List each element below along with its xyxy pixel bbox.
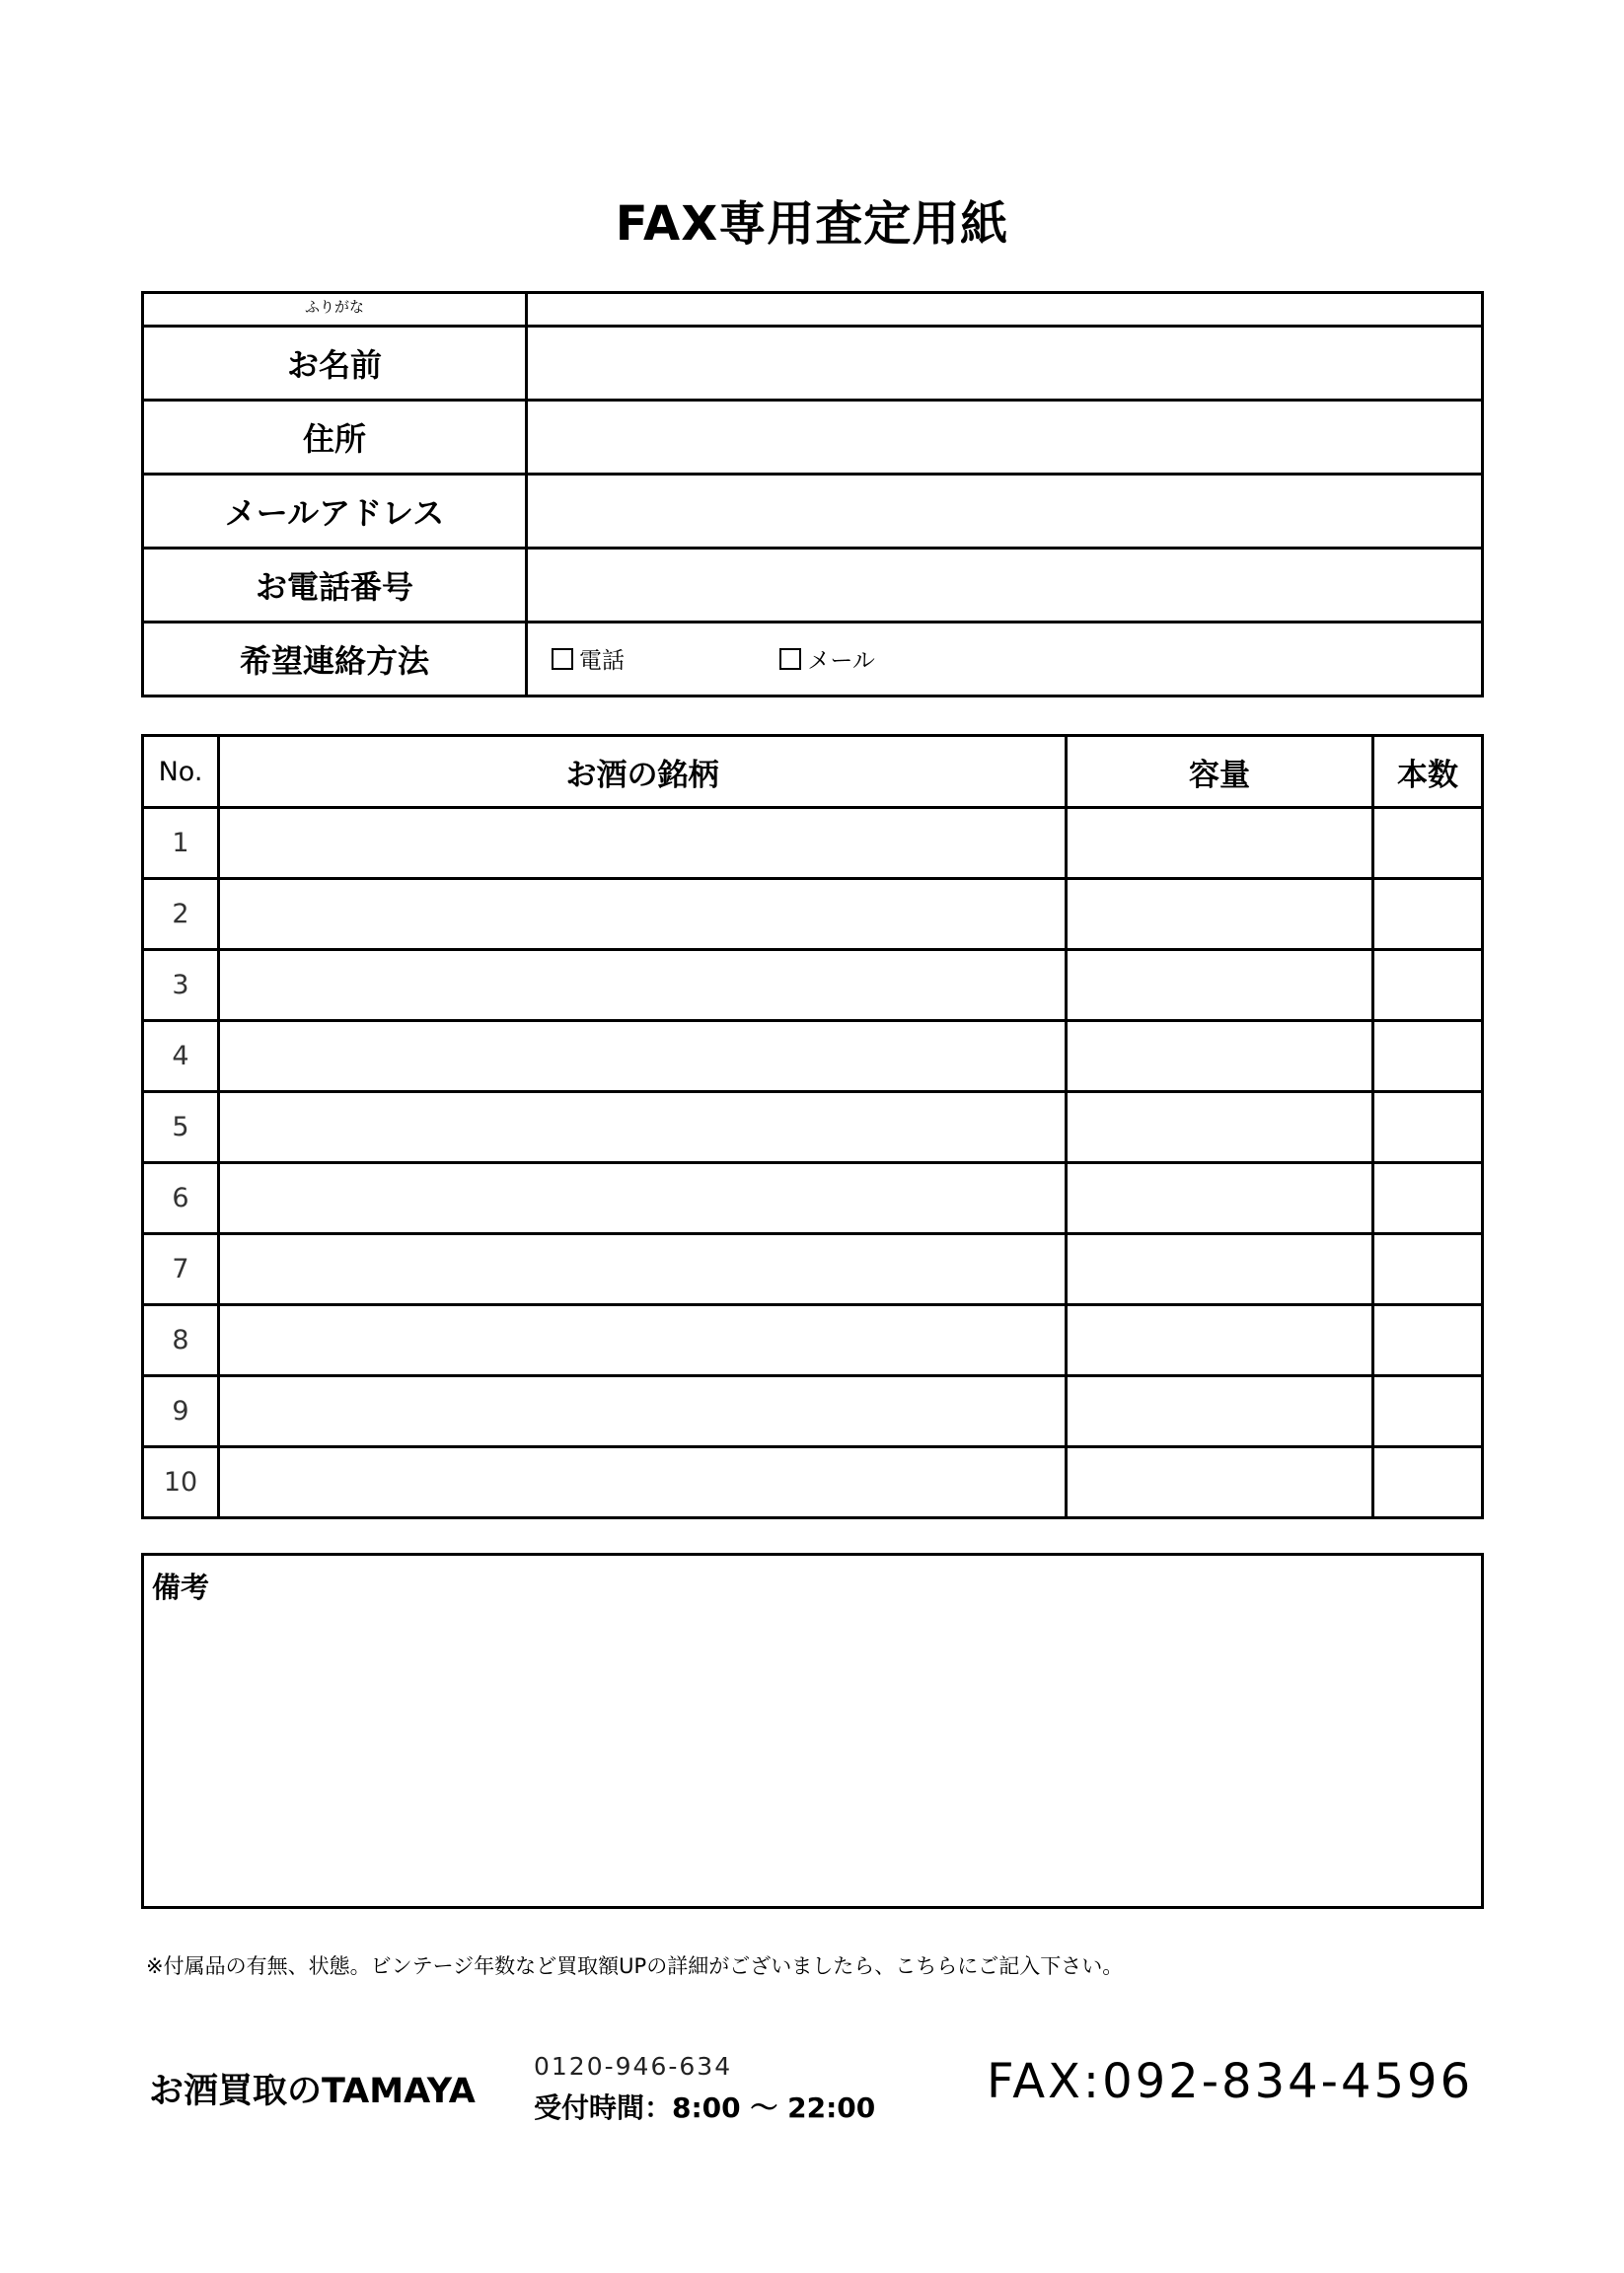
- email-label: メールアドレス: [143, 475, 527, 549]
- table-row: [143, 1376, 1483, 1447]
- count-cell[interactable]: [1373, 1021, 1483, 1092]
- volume-cell[interactable]: [1067, 808, 1373, 879]
- count-cell[interactable]: [1373, 1163, 1483, 1234]
- checkbox-email[interactable]: [779, 648, 801, 670]
- header-brand: お酒の銘柄: [219, 736, 1067, 808]
- brand-cell[interactable]: [219, 1092, 1067, 1163]
- volume-cell[interactable]: [1067, 1305, 1373, 1376]
- brand-cell[interactable]: [219, 1021, 1067, 1092]
- furigana-field[interactable]: [527, 293, 1483, 327]
- brand-cell[interactable]: [219, 1376, 1067, 1447]
- phone-label: お電話番号: [143, 549, 527, 623]
- count-cell[interactable]: [1373, 1092, 1483, 1163]
- address-label: 住所: [143, 401, 527, 475]
- header-volume: 容量: [1067, 736, 1373, 808]
- contact-option-email[interactable]: [779, 642, 875, 675]
- row-number: 9: [143, 1376, 219, 1447]
- brand-cell[interactable]: [219, 879, 1067, 950]
- address-field[interactable]: [527, 401, 1483, 475]
- brand-cell[interactable]: [219, 950, 1067, 1021]
- name-field[interactable]: [527, 327, 1483, 401]
- email-field[interactable]: [527, 475, 1483, 549]
- table-row: [143, 1021, 1483, 1092]
- count-cell[interactable]: [1373, 879, 1483, 950]
- count-cell[interactable]: [1373, 1234, 1483, 1305]
- row-number: 10: [143, 1447, 219, 1518]
- count-cell[interactable]: [1373, 950, 1483, 1021]
- header-count: 本数: [1373, 736, 1483, 808]
- volume-cell[interactable]: [1067, 1021, 1373, 1092]
- row-number: 1: [143, 808, 219, 879]
- table-row: [143, 808, 1483, 879]
- volume-cell[interactable]: [1067, 1092, 1373, 1163]
- checkbox-phone[interactable]: [552, 648, 573, 670]
- page-title: FAX専用査定用紙: [615, 196, 1009, 252]
- row-number: 7: [143, 1234, 219, 1305]
- remarks-note: ※付属品の有無、状態。ビンテージ年数など買取額UPの詳細がございましたら、こちらにご記入下さい。: [146, 1954, 1124, 1978]
- volume-cell[interactable]: [1067, 1163, 1373, 1234]
- contact-method-options: [527, 623, 1483, 697]
- shop-name: お酒買取のTAMAYA: [149, 2072, 476, 2111]
- table-row: [143, 879, 1483, 950]
- row-number: 3: [143, 950, 219, 1021]
- volume-cell[interactable]: [1067, 879, 1373, 950]
- count-cell[interactable]: [1373, 808, 1483, 879]
- table-row: [143, 1163, 1483, 1234]
- remarks-label: 備考: [152, 1571, 210, 1604]
- contact-option-email-label: メール: [807, 648, 875, 675]
- volume-cell[interactable]: [1067, 1376, 1373, 1447]
- row-number: 6: [143, 1163, 219, 1234]
- contact-option-phone-label: 電話: [579, 648, 625, 675]
- table-row: [143, 1092, 1483, 1163]
- row-number: 5: [143, 1092, 219, 1163]
- phone-number: 0120-946-634: [534, 2052, 733, 2081]
- brand-cell[interactable]: [219, 1163, 1067, 1234]
- table-row: [143, 950, 1483, 1021]
- remarks-box[interactable]: [141, 1553, 1484, 1909]
- brand-cell[interactable]: [219, 1234, 1067, 1305]
- furigana-label: ふりがな: [143, 293, 527, 327]
- volume-cell[interactable]: [1067, 1447, 1373, 1518]
- table-row: [143, 1234, 1483, 1305]
- name-label: お名前: [143, 327, 527, 401]
- count-cell[interactable]: [1373, 1305, 1483, 1376]
- customer-info-table: [141, 291, 1484, 697]
- volume-cell[interactable]: [1067, 950, 1373, 1021]
- business-hours: 受付時間：8:00 〜 22:00: [534, 2091, 876, 2124]
- table-row: [143, 1447, 1483, 1518]
- row-number: 4: [143, 1021, 219, 1092]
- brand-cell[interactable]: [219, 1447, 1067, 1518]
- contact-method-label: 希望連絡方法: [143, 623, 527, 697]
- table-row: [143, 1305, 1483, 1376]
- contact-option-phone[interactable]: [552, 642, 625, 675]
- brand-cell[interactable]: [219, 1305, 1067, 1376]
- brand-cell[interactable]: [219, 808, 1067, 879]
- volume-cell[interactable]: [1067, 1234, 1373, 1305]
- row-number: 2: [143, 879, 219, 950]
- count-cell[interactable]: [1373, 1447, 1483, 1518]
- phone-field[interactable]: [527, 549, 1483, 623]
- header-no: No.: [143, 736, 219, 808]
- fax-number: FAX:092-834-4596: [987, 2054, 1474, 2109]
- items-table: [141, 734, 1484, 1519]
- row-number: 8: [143, 1305, 219, 1376]
- count-cell[interactable]: [1373, 1376, 1483, 1447]
